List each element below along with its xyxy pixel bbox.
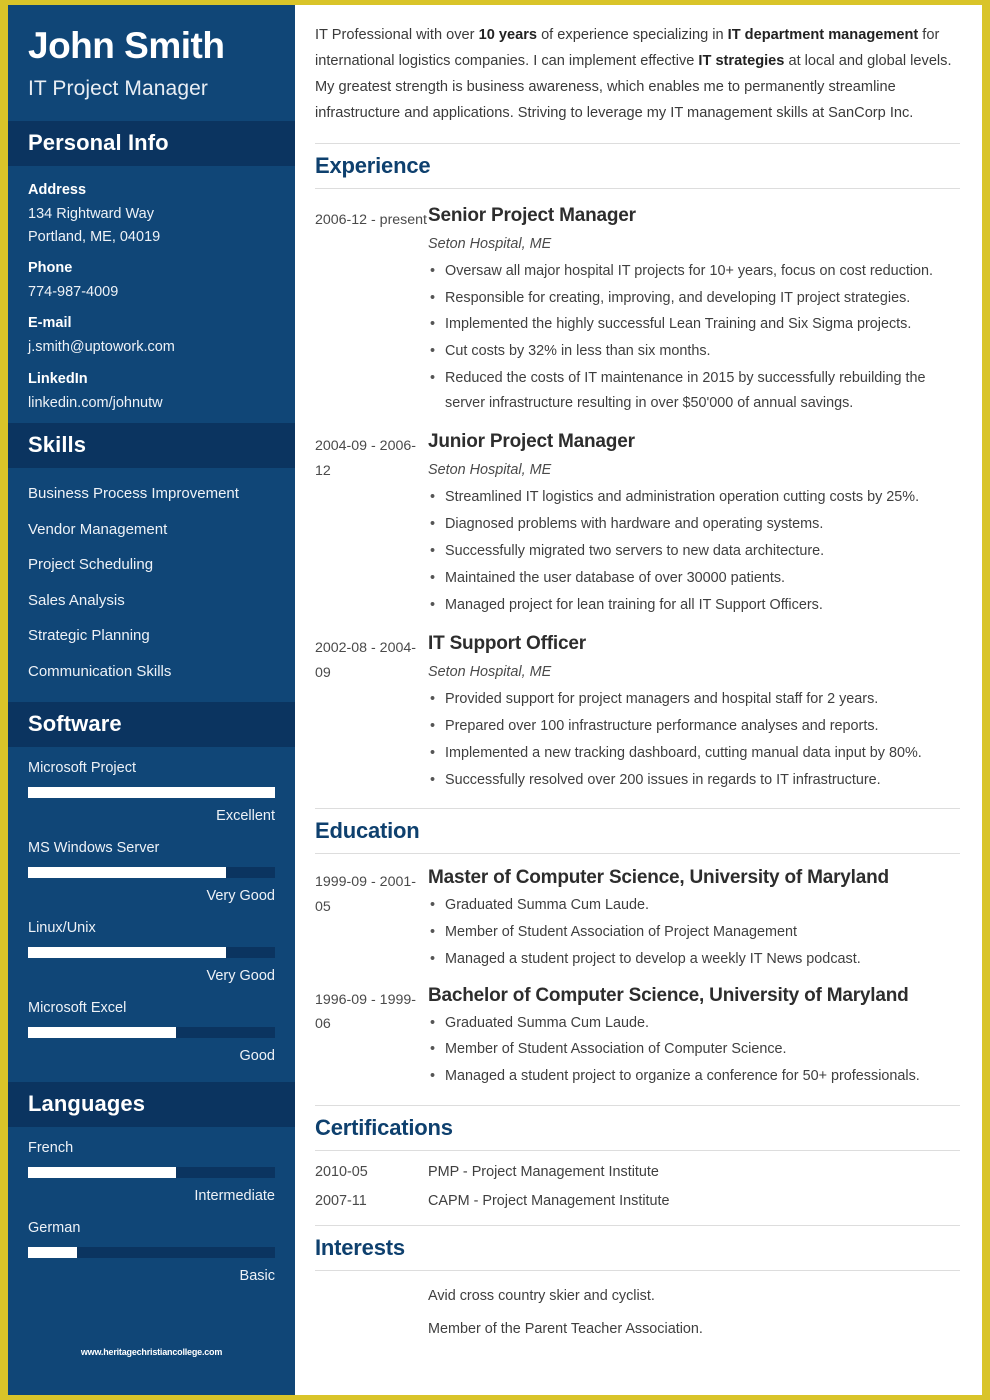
entry-bullets (428, 259, 960, 416)
bullet-item: • Managed a student project to develop a weekly IT News podcast. (428, 947, 960, 972)
section-title-experience: Experience (315, 143, 960, 189)
education-entries (315, 867, 960, 1089)
section-title-education: Education (315, 808, 960, 854)
bullet-item: • Reduced the costs of IT maintenance in 2015 by successfully rebuilding the server infrastructure resulting in over $50'000 of annual savings. (428, 366, 960, 416)
entry-body (428, 867, 960, 971)
entry-role: Senior Project Manager (428, 204, 636, 226)
proficiency-bar-fill (28, 867, 226, 878)
section-title-interests: Interests (315, 1225, 960, 1271)
entry-body (428, 985, 960, 1089)
interest-entry (315, 1321, 960, 1337)
candidate-name: John Smith (28, 25, 225, 66)
proficiency-bar-track (28, 787, 275, 798)
interest-text: Member of the Parent Teacher Association. (428, 1320, 703, 1337)
bullet-item: • Responsible for creating, improving, and developing IT project strategies. (428, 286, 960, 311)
skill-item: Sales Analysis (28, 591, 125, 609)
skill-item: Strategic Planning (28, 627, 150, 645)
entry-organization: Seton Hospital, ME (428, 664, 552, 681)
certification-entries (315, 1164, 960, 1209)
info-value: 774-987-4009 (28, 284, 119, 301)
section-certifications (315, 1105, 960, 1209)
certification-entry (315, 1164, 960, 1180)
section-title-certifications: Certifications (315, 1105, 960, 1151)
bullet-item: • Cut costs by 32% in less than six months. (428, 339, 960, 364)
entry-degree: Bachelor of Computer Science, University of Maryland (428, 984, 909, 1006)
entry-organization: Seton Hospital, ME (428, 235, 552, 252)
proficiency-label: Linux/Unix (28, 919, 96, 936)
entry-bullets (428, 485, 960, 617)
candidate-job-title: IT Project Manager (28, 76, 208, 100)
education-entry (315, 985, 960, 1089)
skill-item: Communication Skills (28, 662, 172, 680)
bullet-item: • Prepared over 100 infrastructure performance analyses and reports. (428, 714, 960, 739)
main-content (295, 5, 982, 1395)
entry-date: 2006-12 - present (315, 211, 427, 228)
interest-spacer (315, 1321, 428, 1337)
proficiency-label: French (28, 1139, 74, 1156)
entry-bullets (428, 687, 960, 792)
experience-entries (315, 205, 960, 792)
bullet-item: • Graduated Summa Cum Laude. (428, 1011, 960, 1036)
watermark: www.heritagechristiancollege.com (80, 1347, 223, 1357)
section-header-software: Software (8, 702, 295, 747)
certification-text: PMP - Project Management Institute (428, 1163, 659, 1180)
languages-list (8, 1127, 295, 1302)
proficiency-row (28, 1140, 275, 1204)
interest-entry (315, 1288, 960, 1304)
proficiency-row (28, 1000, 275, 1064)
entry-organization: Seton Hospital, ME (428, 462, 552, 479)
section-header-personal-info: Personal Info (8, 121, 295, 166)
info-value: linkedin.com/johnutw (28, 394, 163, 411)
proficiency-label: German (28, 1219, 81, 1236)
certification-entry (315, 1193, 960, 1209)
proficiency-label: MS Windows Server (28, 839, 160, 856)
proficiency-bar-track (28, 1247, 275, 1258)
entry-role: IT Support Officer (428, 633, 586, 655)
proficiency-level-label: Basic (239, 1267, 275, 1284)
entry-date: 1996-09 - 1999-06 (315, 991, 416, 1033)
proficiency-row (28, 760, 275, 824)
info-label: Phone (28, 260, 73, 277)
section-interests (315, 1225, 960, 1337)
proficiency-label: Microsoft Excel (28, 999, 127, 1016)
section-education (315, 808, 960, 1089)
experience-entry (315, 633, 960, 792)
entry-body (428, 633, 960, 792)
proficiency-level-label: Intermediate (194, 1187, 275, 1204)
bullet-item: • Oversaw all major hospital IT projects for 10+ years, focus on cost reduction. (428, 259, 960, 284)
bullet-item: • Successfully migrated two servers to new data architecture. (428, 539, 960, 564)
bullet-item: • Implemented the highly successful Lean Training and Six Sigma projects. (428, 312, 960, 337)
interest-entries (315, 1288, 960, 1337)
entry-date: 1999-09 - 2001-05 (315, 874, 416, 915)
sidebar (8, 5, 295, 1395)
bullet-item: • Managed a student project to organize a conference for 50+ professionals. (428, 1064, 960, 1089)
info-label: Address (28, 181, 87, 198)
personal-info-body (8, 166, 295, 423)
entry-degree: Master of Computer Science, University of Maryland (428, 867, 889, 889)
info-value: 134 Rightward Way Portland, ME, 04019 (28, 205, 161, 246)
professional-summary: IT Professional with over 10 years of experience specializing in IT department management for international logistics companies. I can implement effective IT strategies at local and global levels. My greatest strength is business awareness, which enables me to permanently streamline infrastructure and applications. Striving to leverage my IT management skills at SanCorp Inc. (315, 27, 952, 121)
proficiency-bar-fill (28, 1167, 176, 1178)
entry-bullets (428, 1011, 960, 1089)
bullet-item: • Successfully resolved over 200 issues in regards to IT infrastructure. (428, 768, 960, 793)
skill-item: Business Process Improvement (28, 485, 239, 503)
proficiency-bar-fill (28, 947, 226, 958)
info-value: j.smith@uptowork.com (28, 339, 175, 356)
skill-item: Project Scheduling (28, 556, 154, 574)
proficiency-bar-track (28, 867, 275, 878)
entry-body (428, 205, 960, 416)
entry-date: 2002-08 - 2004-09 (315, 640, 416, 681)
proficiency-row (28, 840, 275, 904)
section-header-skills: Skills (8, 423, 295, 468)
interest-text: Avid cross country skier and cyclist. (428, 1287, 655, 1304)
section-header-languages: Languages (8, 1082, 295, 1127)
entry-date: 2004-09 - 2006-12 (315, 438, 416, 479)
proficiency-bar-fill (28, 787, 275, 798)
section-experience (315, 143, 960, 792)
skills-list (8, 468, 295, 702)
proficiency-bar-fill (28, 1027, 176, 1038)
bullet-item: • Graduated Summa Cum Laude. (428, 893, 960, 918)
proficiency-row (28, 920, 275, 984)
bullet-item: • Implemented a new tracking dashboard, cutting manual data input by 80%. (428, 741, 960, 766)
bullet-item: • Member of Student Association of Computer Science. (428, 1037, 960, 1062)
experience-entry (315, 205, 960, 416)
proficiency-bar-track (28, 1167, 275, 1178)
proficiency-level-label: Good (239, 1047, 275, 1064)
bullet-item: • Streamlined IT logistics and administration operation cutting costs by 25%. (428, 485, 960, 510)
proficiency-bar-track (28, 947, 275, 958)
interest-spacer (315, 1288, 428, 1304)
proficiency-level-label: Very Good (206, 967, 275, 984)
bullet-item: • Provided support for project managers and hospital staff for 2 years. (428, 687, 960, 712)
proficiency-level-label: Very Good (206, 887, 275, 904)
proficiency-level-label: Excellent (216, 807, 275, 824)
info-label: LinkedIn (28, 370, 88, 387)
bullet-item: • Member of Student Association of Project Management (428, 920, 960, 945)
certification-date: 2007-11 (315, 1192, 367, 1209)
entry-body (428, 431, 960, 617)
proficiency-bar-track (28, 1027, 275, 1038)
education-entry (315, 867, 960, 971)
bullet-item: • Managed project for lean training for all IT Support Officers. (428, 593, 960, 618)
certification-text: CAPM - Project Management Institute (428, 1192, 670, 1209)
proficiency-bar-fill (28, 1247, 77, 1258)
entry-bullets (428, 893, 960, 971)
skill-item: Vendor Management (28, 520, 168, 538)
entry-role: Junior Project Manager (428, 431, 635, 453)
bullet-item: • Maintained the user database of over 30000 patients. (428, 566, 960, 591)
proficiency-row (28, 1220, 275, 1284)
certification-date: 2010-05 (315, 1163, 368, 1180)
experience-entry (315, 431, 960, 617)
sidebar-header (8, 5, 295, 121)
proficiency-label: Microsoft Project (28, 759, 136, 776)
info-label: E-mail (28, 315, 72, 332)
bullet-item: • Diagnosed problems with hardware and operating systems. (428, 512, 960, 537)
software-list (8, 747, 295, 1082)
